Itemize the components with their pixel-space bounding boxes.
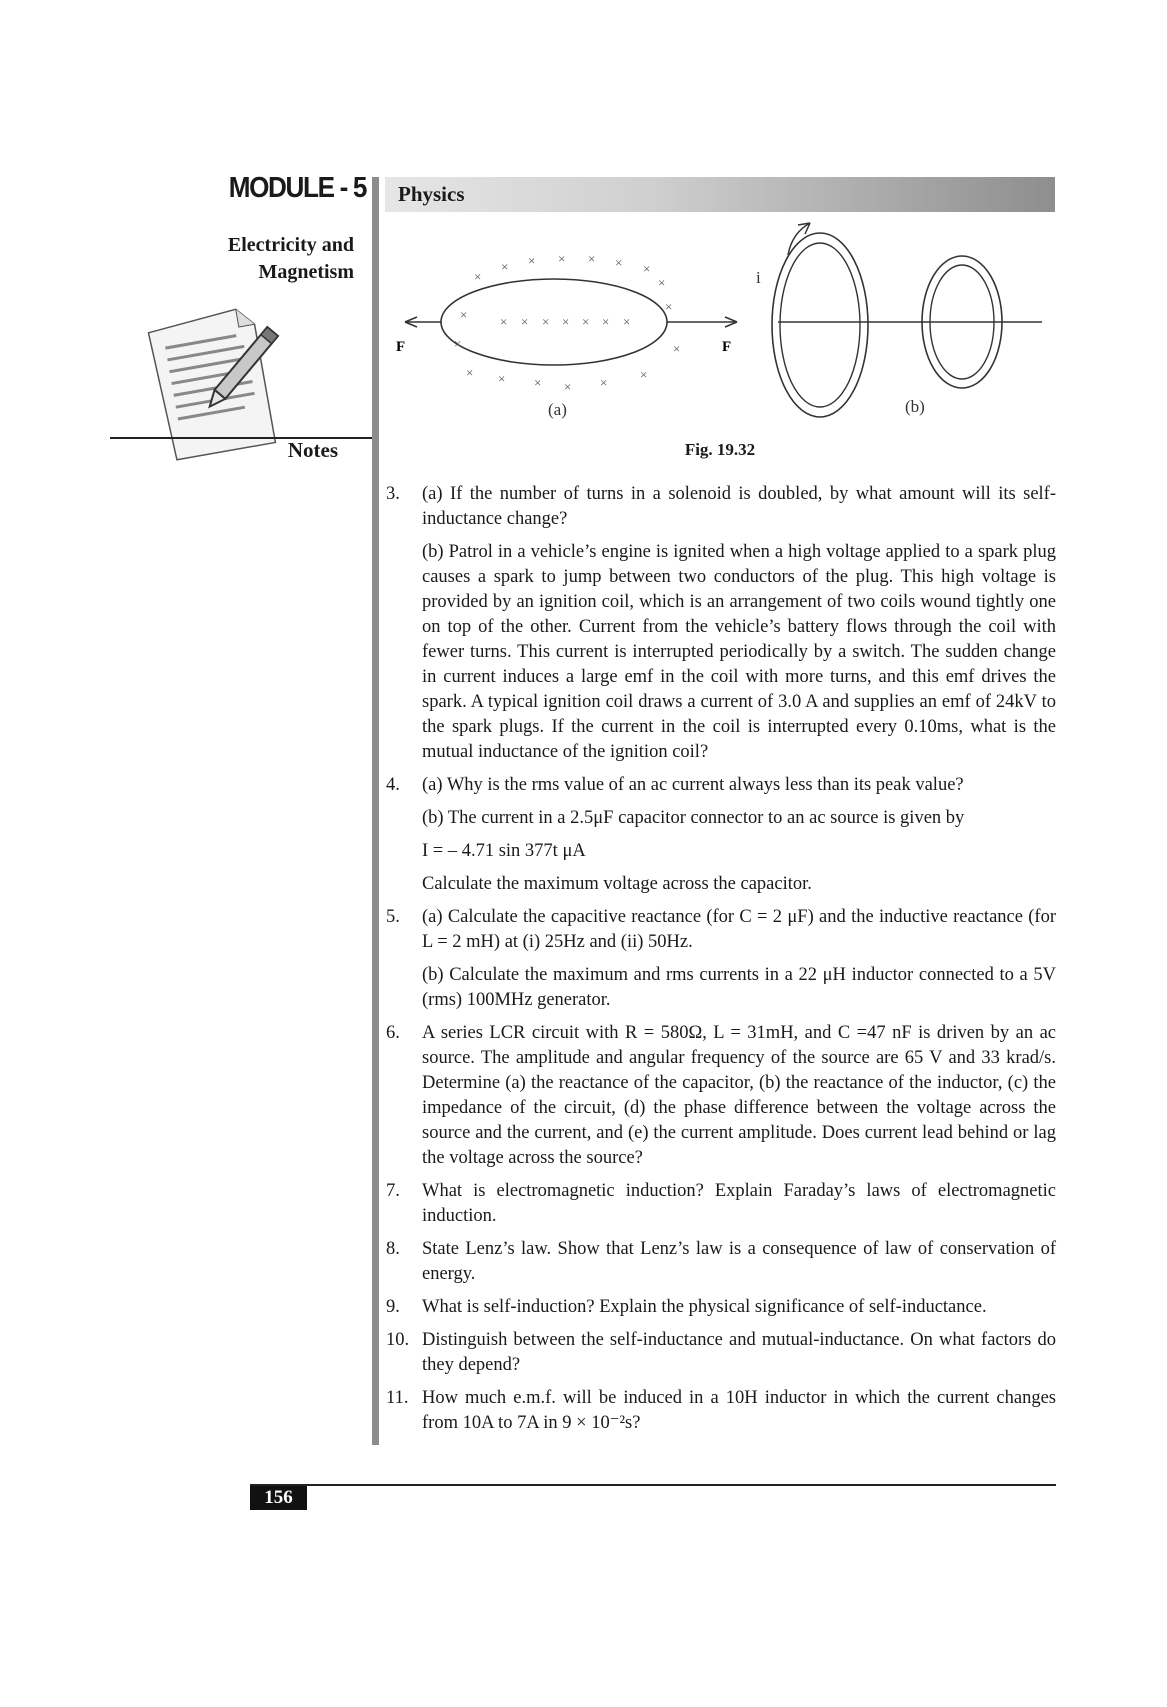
- cross-mark: ×: [534, 375, 542, 390]
- question-item: [386, 1295, 1056, 1320]
- cross-mark: ×: [615, 255, 623, 270]
- cross-mark: ×: [564, 379, 572, 394]
- question-text: Distinguish between the self-inductance and mutual-inductance. On what factors do they depend?: [422, 1330, 1056, 1375]
- ring-left-inner: [780, 243, 860, 407]
- cross-mark: ×: [501, 259, 509, 274]
- equation: I = – 4.71 sin 377t μA: [422, 841, 586, 861]
- cross-mark: ×: [474, 269, 482, 284]
- question-text: (a) Why is the rms value of an ac current always less than its peak value?: [422, 775, 964, 795]
- question-text: (b) The current in a 2.5μF capacitor connector to an ac source is given by: [422, 808, 965, 828]
- question-number: 4.: [386, 775, 400, 795]
- page-number: 156: [250, 1486, 307, 1510]
- magnetic-field-crosses: [454, 251, 680, 394]
- question-item: [386, 1179, 1056, 1229]
- question-text: How much e.m.f. will be induced in a 10H inductor in which the current changes from 10A to 7A in 9 × 10⁻²s?: [422, 1388, 1056, 1433]
- question-text: (b) Patrol in a vehicle’s engine is ignited when a high voltage applied to a spark plug causes a spark to jump between two conductors of the plug. This high voltage is provided by an ignition coil, which is an arrangement of two coils wound tightly one on top of the other. Current from the vehicle’s battery flows through the coil with fewer turns. This current is interrupted periodically by a switch. The sudden change in current induces a large emf in the coil with more turns, and this emf drives the spark. A typical ignition coil draws a current of 3.0 A and supplies an emf of 24kV to the spark plugs. If the current in the coil is interrupted every 0.10ms, what is the mutual inductance of the ignition coil?: [422, 542, 1056, 762]
- figure-19-32: [390, 215, 1055, 430]
- margin-vertical-bar: [372, 177, 379, 1445]
- question-item: [386, 905, 1056, 1013]
- question-text: What is self-induction? Explain the physical significance of self-inductance.: [422, 1297, 987, 1317]
- question-item: [386, 773, 1056, 897]
- question-item: [386, 482, 1056, 765]
- current-loop-ellipse: [441, 279, 667, 365]
- figure-label-a: (a): [548, 400, 567, 419]
- question-item: [386, 1328, 1056, 1378]
- cross-mark: ×: [562, 314, 570, 329]
- force-label-left: F: [396, 339, 406, 355]
- cross-mark: ×: [623, 314, 631, 329]
- question-item: [386, 1021, 1056, 1171]
- question-text: (a) Calculate the capacitive reactance (for C = 2 μF) and the inductive reactance (for L = 2 mH) at (i) 25Hz and (ii) 50Hz.: [422, 907, 1056, 952]
- cross-mark: ×: [640, 367, 648, 382]
- cross-mark: ×: [466, 365, 474, 380]
- cross-mark: ×: [460, 307, 468, 322]
- question-number: 7.: [386, 1181, 400, 1201]
- question-text: A series LCR circuit with R = 580Ω, L = 31mH, and C =47 nF is driven by an ac source. The amplitude and angular frequency of the source are 65 V and 33 krad/s. Determine (a) the reactance of the capacitor, (b) the reactance of the inductor, (c) the impedance of the circuit, (d) the phase difference between the voltage across the source and the current, and (e) the current amplitude. Does current lead behind or lag the voltage across the source?: [422, 1023, 1056, 1168]
- header-band: [385, 177, 1055, 212]
- question-text: Calculate the maximum voltage across the capacitor.: [422, 874, 812, 894]
- question-number: 9.: [386, 1297, 400, 1317]
- cross-mark: ×: [500, 314, 508, 329]
- cross-mark: ×: [600, 375, 608, 390]
- cross-mark: ×: [658, 275, 666, 290]
- footer-rule: [250, 1484, 1056, 1486]
- question-list: [386, 482, 1056, 1444]
- cross-mark: ×: [454, 336, 462, 351]
- question-text: State Lenz’s law. Show that Lenz’s law is a consequence of law of conservation of energy.: [422, 1239, 1056, 1284]
- figure-label-b: (b): [905, 397, 925, 416]
- question-text: What is electromagnetic induction? Explain Faraday’s laws of electromagnetic induction.: [422, 1181, 1056, 1226]
- cross-mark: ×: [542, 314, 550, 329]
- cross-mark: ×: [498, 371, 506, 386]
- module-subtitle: [180, 232, 354, 286]
- cross-mark: ×: [643, 261, 651, 276]
- question-number: 6.: [386, 1023, 400, 1043]
- cross-mark: ×: [673, 341, 681, 356]
- question-number: 8.: [386, 1239, 400, 1259]
- force-label-right: F: [722, 339, 732, 355]
- question-number: 3.: [386, 484, 400, 504]
- cross-mark: ×: [521, 314, 529, 329]
- question-number: 11.: [386, 1388, 409, 1408]
- cross-mark: ×: [602, 314, 610, 329]
- module-subtitle-line1: Electricity and: [227, 234, 354, 256]
- question-item: [386, 1237, 1056, 1287]
- module-subtitle-line2: Magnetism: [258, 261, 354, 283]
- question-number: 5.: [386, 907, 400, 927]
- page-title: Physics: [398, 182, 465, 206]
- question-number: 10.: [386, 1330, 410, 1350]
- cross-mark: ×: [528, 253, 536, 268]
- ring-left-outer: [772, 233, 868, 417]
- cross-mark: ×: [582, 314, 590, 329]
- notes-label: Notes: [287, 438, 338, 462]
- question-text: (a) If the number of turns in a solenoid is doubled, by what amount will its self-inductance change?: [422, 484, 1056, 529]
- question-item: [386, 1386, 1056, 1436]
- module-title: MODULE - 5: [228, 172, 366, 204]
- cross-mark: ×: [588, 251, 596, 266]
- figure-caption: Fig. 19.32: [684, 440, 756, 459]
- question-text: (b) Calculate the maximum and rms currents in a 22 μH inductor connected to a 5V (rms) 100MHz generator.: [422, 965, 1056, 1010]
- cross-mark: ×: [558, 251, 566, 266]
- current-label: i: [756, 268, 761, 287]
- cross-mark: ×: [665, 299, 673, 314]
